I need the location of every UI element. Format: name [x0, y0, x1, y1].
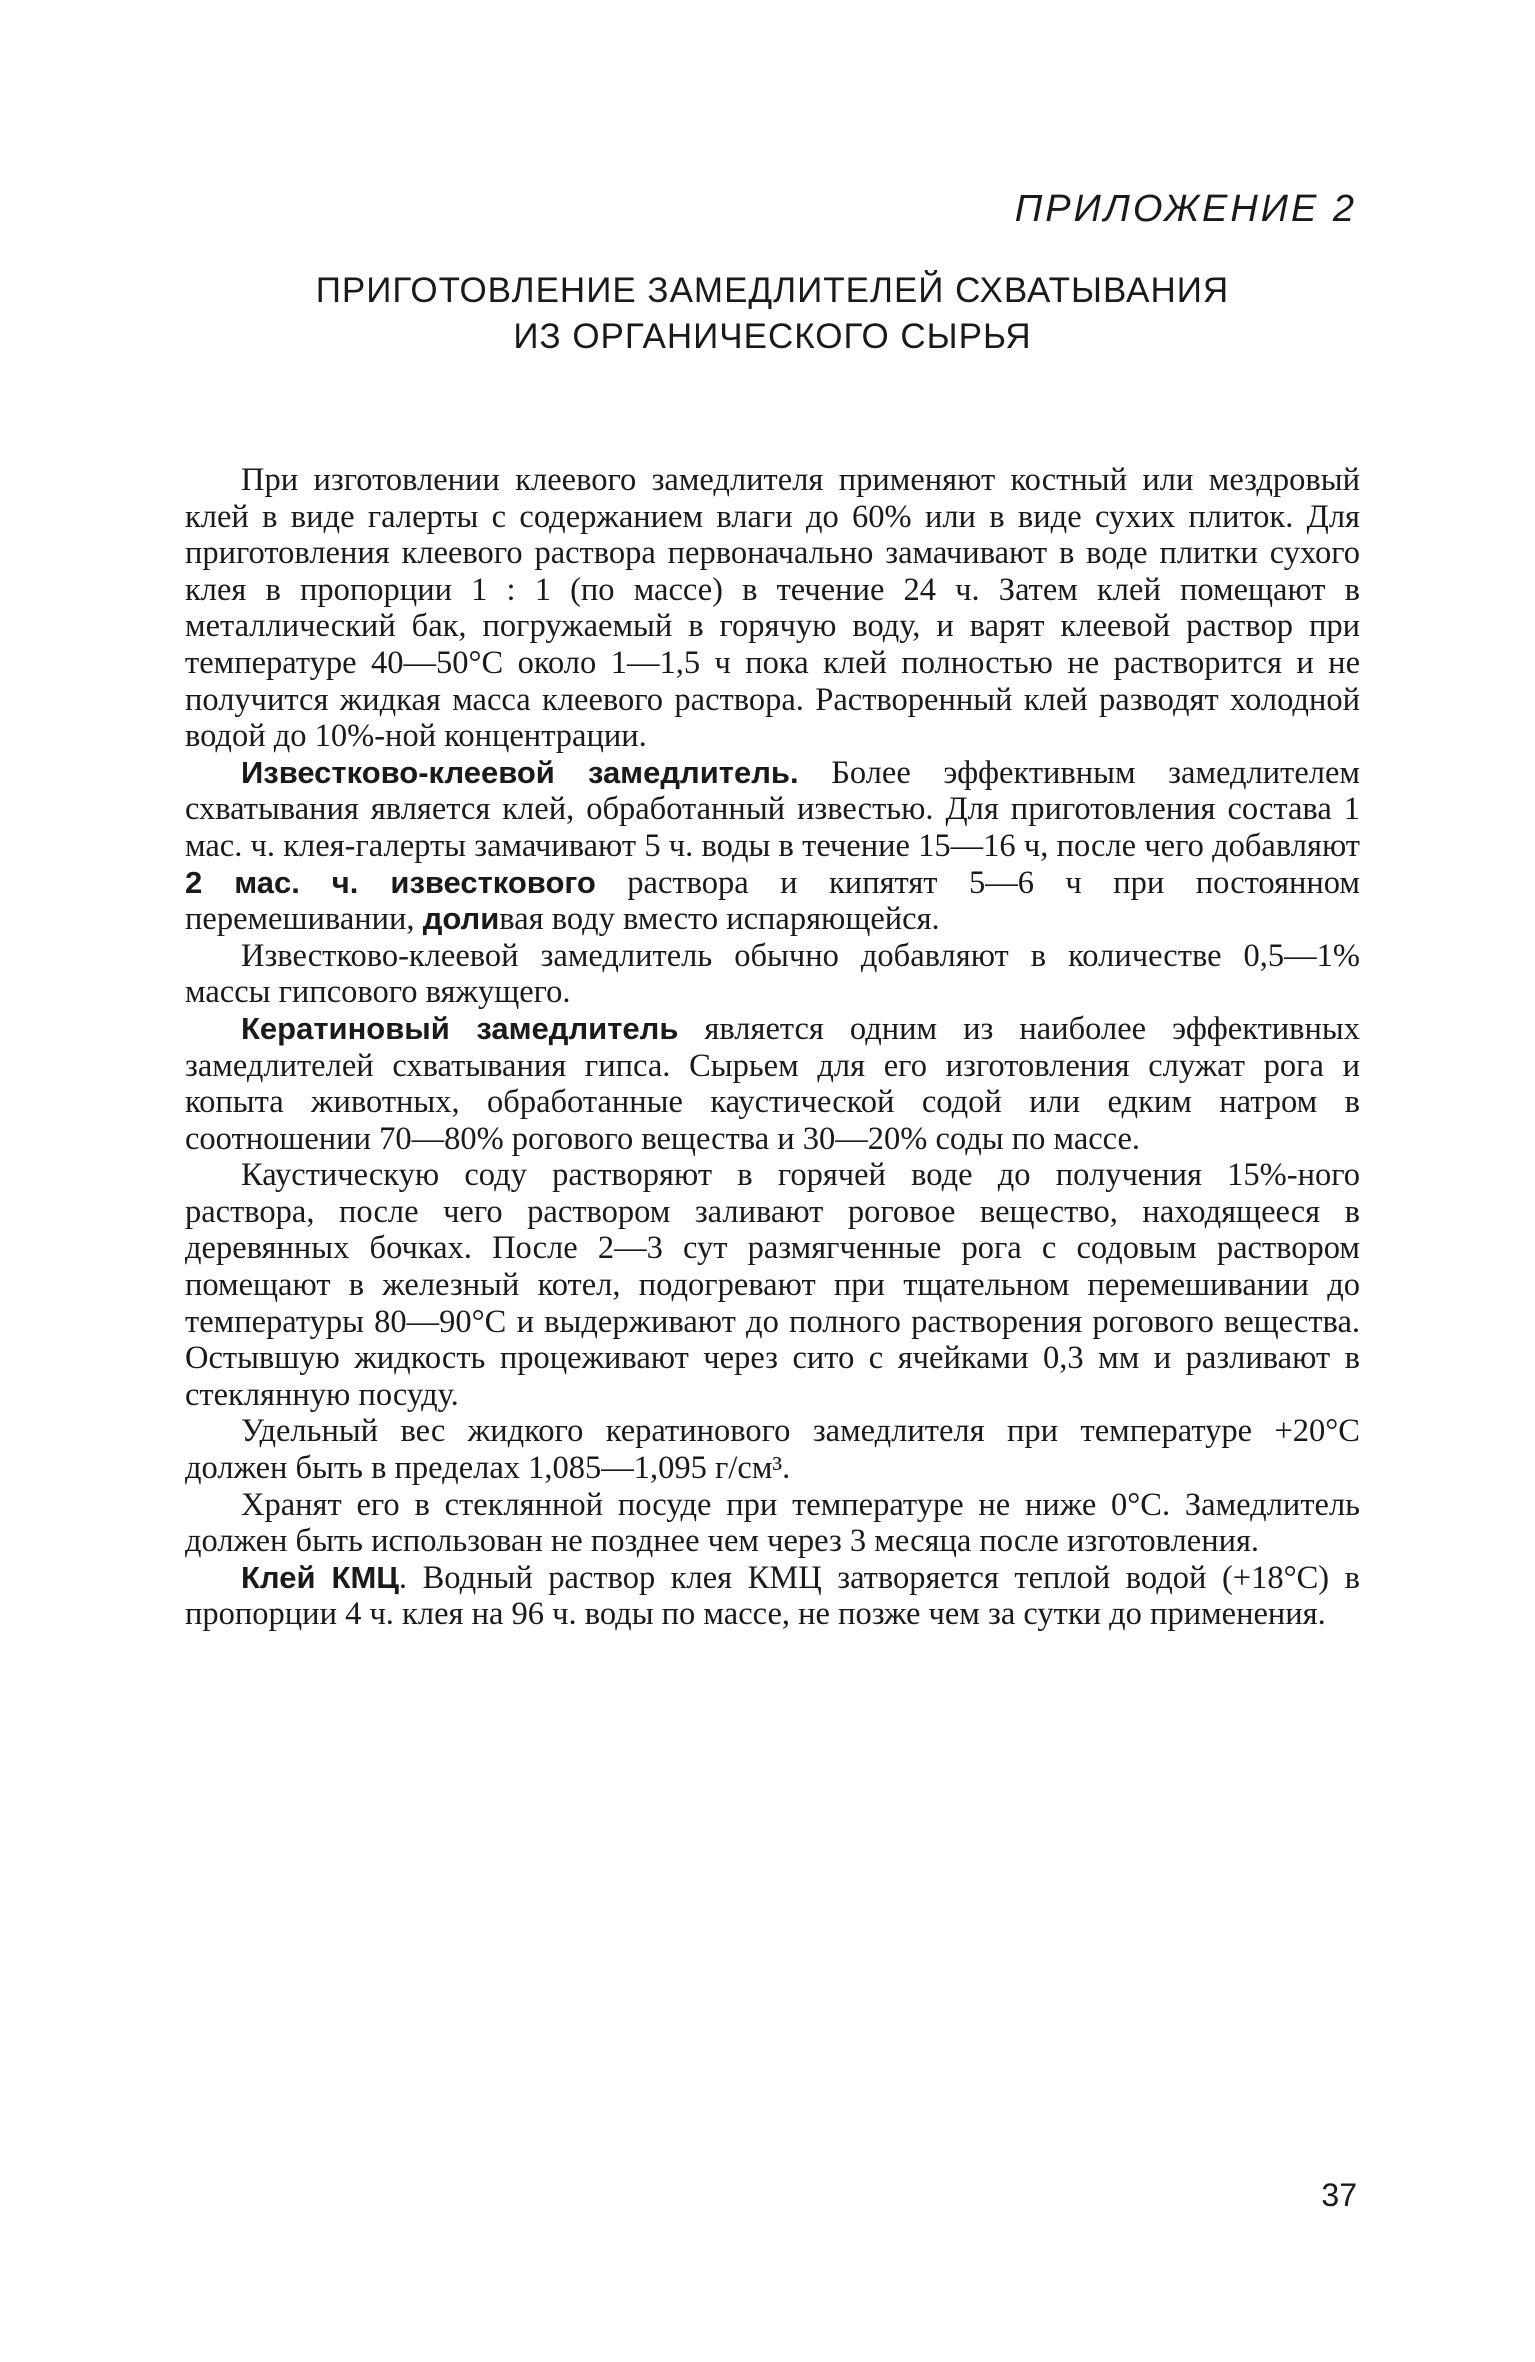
- paragraph-text: Более эффективным замедлителем схватывания является клей, обработанный известью. Для приготовления состава 1 мас. ч. клея-галерты замачивают 5 ч. воды в течение 15—16 ч, после чего добавляют: [185, 754, 1360, 864]
- paragraph-keratin-retarder: [185, 1011, 1360, 1157]
- appendix-label: ПРИЛОЖЕНИЕ 2: [1014, 188, 1357, 230]
- paragraph-lime-glue-dosage: Известково-клеевой замедлитель обычно добавляют в количестве 0,5—1% массы гипсового вяжущего.: [185, 937, 1360, 1011]
- heading-keratin-retarder: Кератиновый замедлитель: [241, 1010, 679, 1046]
- paragraph-cmc-glue: [185, 1560, 1360, 1633]
- paragraph-caustic-soda: Каустическую соду растворяют в горячей воде до получения 15%-ного раствора, после чего раствором заливают роговое вещество, находящееся в деревянных бочках. После 2—3 сут размягченные рога с содовым раствором помещают в железный котел, подогревают при тщательном перемешивании до температуры 80—90°C и выдерживают до полного растворения рогового вещества. Остывшую жидкость процеживают через сито с ячейками 0,3 мм и разливают в стеклянную посуду.: [185, 1157, 1360, 1413]
- paragraph-text: раствора и кипятят 5—6 ч при постоянном перемешивании,: [185, 864, 1360, 938]
- paragraph-text: вая воду вместо испаряющейся.: [499, 901, 940, 938]
- paragraph-glue-retarder: При изготовлении клеевого замедлителя применяют костный или мездровый клей в виде галерты с содержанием влаги до 60% или в виде сухих плиток. Для приготовления клеевого раствора первоначально замачивают в воде плитки сухого клея в пропорции 1 : 1 (по массе) в течение 24 ч. Затем клей помещают в металлический бак, погружаемый в горячую воду, и варят клеевой раствор при температуре 40—50°C около 1—1,5 ч пока клей полностью не растворится и не получится жидкая масса клеевого раствора. Растворенный клей разводят холодной водой до 10%-ной концентрации.: [185, 462, 1360, 755]
- heading-lime-glue-retarder: Известково-клеевой замедлитель.: [241, 754, 799, 790]
- paragraph-storage: Хранят его в стеклянной посуде при температуре не ниже 0°C. Замедлитель должен быть использован не позднее чем через 3 месяца после изготовления.: [185, 1486, 1360, 1560]
- body-text: [185, 462, 1360, 1633]
- title-line-1: ПРИГОТОВЛЕНИЕ ЗАМЕДЛИТЕЛЕЙ СХВАТЫВАНИЯ: [315, 271, 1230, 310]
- emphasis-text: 2 мас. ч. известкового: [185, 864, 596, 900]
- title-line-2: ИЗ ОРГАНИЧЕСКОГО СЫРЬЯ: [513, 317, 1032, 356]
- page-number: 37: [1321, 2177, 1357, 2213]
- page-title: [185, 268, 1360, 360]
- paragraph-text: является одним из наиболее эффективных замедлителей схватывания гипса. Сырьем для его изготовления служат рога и копыта животных, обработанные каустической содой или едким натром в соотношении 70—80% рогового вещества и 30—20% соды по массе.: [185, 1010, 1360, 1157]
- paragraph-lime-glue-retarder: [185, 755, 1360, 938]
- paragraph-specific-weight: Удельный вес жидкого кератинового замедлителя при температуре +20°C должен быть в пределах 1,085—1,095 г/см³.: [185, 1413, 1360, 1487]
- heading-cmc-glue: Клей КМЦ: [241, 1559, 399, 1595]
- paragraph-text: . Водный раствор клея КМЦ затворяется теплой водой (+18°C) в пропорции 4 ч. клея на 96 ч. воды по массе, не позже чем за сутки до применения.: [185, 1559, 1360, 1633]
- emphasis-text: доли: [422, 901, 500, 937]
